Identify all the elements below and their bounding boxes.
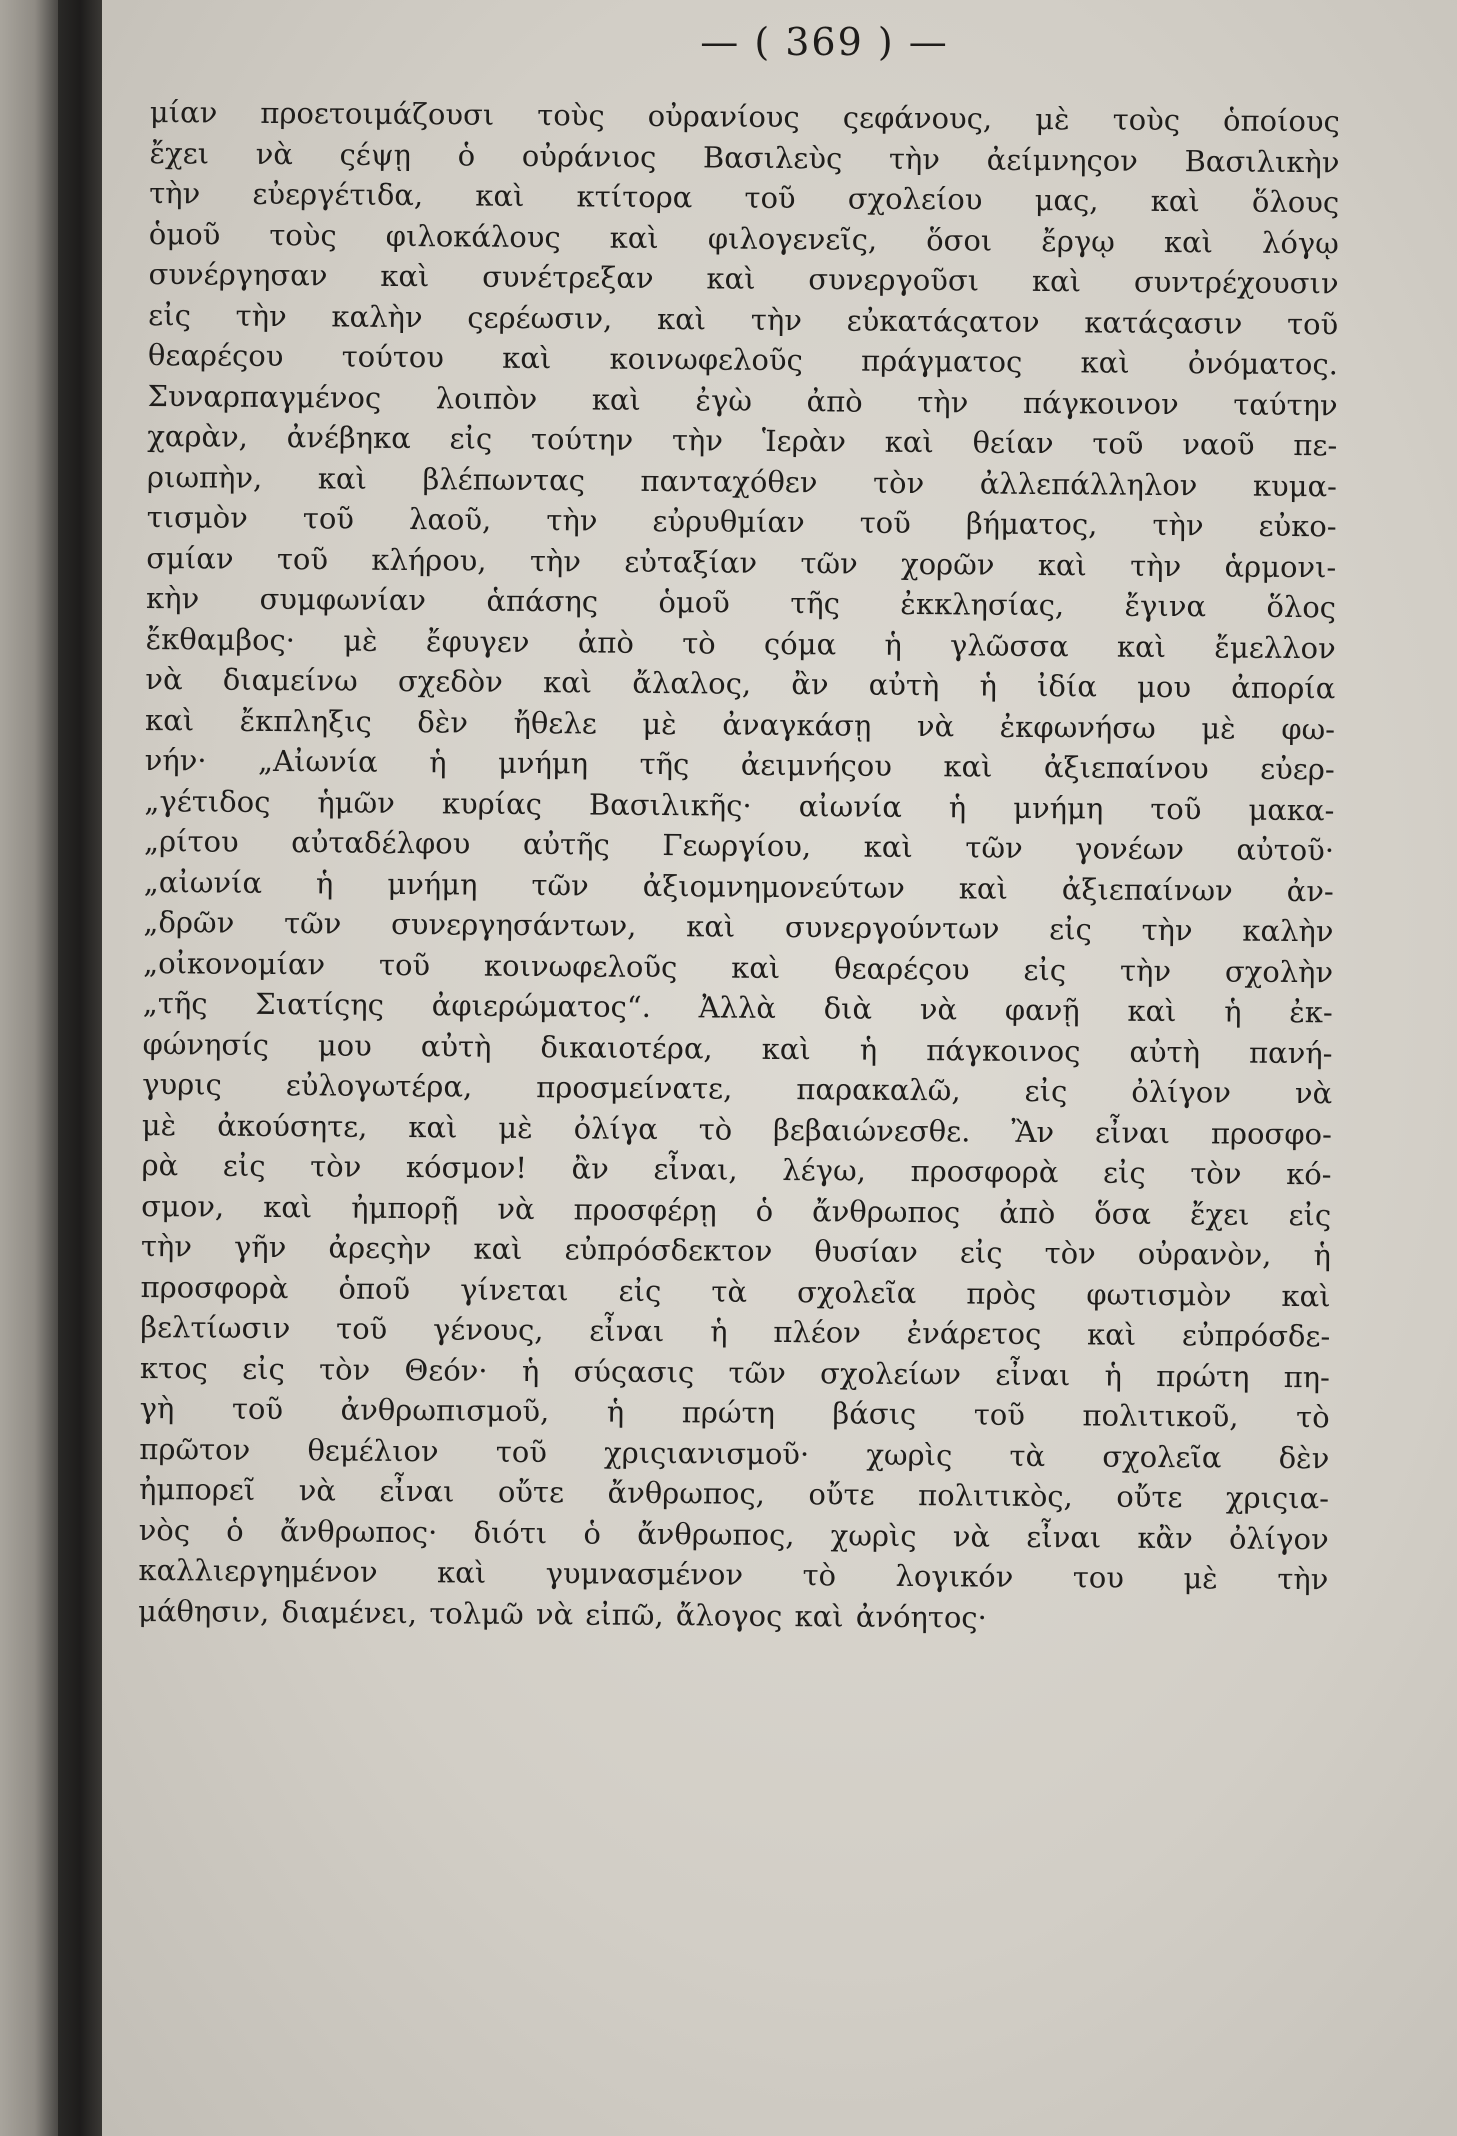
- page-header: [102, 20, 1457, 64]
- text-line: „τῆς Σιατίςης ἀφιερώματος“. Ἀλλὰ διὰ νὰ φανῇ καὶ ἡ ἐκ-: [142, 985, 1333, 1030]
- text-line: τισμὸν τοῦ λαοῦ, τὴν εὐρυθμίαν τοῦ βήματος, τὴν εὐκο-: [146, 499, 1337, 544]
- book-spine-shadow: [58, 0, 102, 2136]
- body-text: [138, 92, 1340, 1640]
- text-line: γὴ τοῦ ἀνθρωπισμοῦ, ἡ πρώτη βάσις τοῦ πολιτικοῦ, τὸ: [139, 1390, 1330, 1435]
- text-line: „δρῶν τῶν συνεργησάντων, καὶ συνεργούντων εἰς τὴν καλὴν: [143, 904, 1334, 949]
- text-line: κτος εἰς τὸν Θεόν· ἡ σύςασις τῶν σχολείων εἶναι ἡ πρώτη πη-: [139, 1350, 1331, 1394]
- text-line: μίαν προετοιμάζουσι τοὺς οὐρανίους ςεφάνους, μὲ τοὺς ὁποίους: [149, 94, 1340, 139]
- text-line: συνέργησαν καὶ συνέτρεξαν καὶ συνεργοῦσι καὶ συντρέχουσιν: [148, 256, 1339, 301]
- text-line: Συναρπαγμένος λοιπὸν καὶ ἐγὼ ἀπὸ τὴν πάγκοινον ταύτην: [147, 378, 1338, 422]
- text-line: σμίαν τοῦ κλήρου, τὴν εὐταξίαν τῶν χορῶν καὶ τὴν ἁρμονι-: [146, 540, 1337, 584]
- text-line: σμον, καὶ ἠμπορῇ νὰ προσφέρῃ ὁ ἄνθρωπος ἀπὸ ὅσα ἔχει εἰς: [141, 1188, 1332, 1232]
- text-line: ἔκθαμβος· μὲ ἔφυγεν ἀπὸ τὸ ςόμα ἡ γλῶσσα καὶ ἔμελλον: [145, 621, 1336, 665]
- book-page: [102, 0, 1457, 2136]
- text-line: γυρις εὐλογωτέρα, προσμείνατε, παρακαλῶ, εἰς ὀλίγον νὰ: [142, 1066, 1333, 1111]
- text-line: ὁμοῦ τοὺς φιλοκάλους καὶ φιλογενεῖς, ὅσοι ἔργῳ καὶ λόγῳ: [148, 216, 1339, 260]
- text-line: φώνησίς μου αὐτὴ δικαιοτέρα, καὶ ἡ πάγκοινος αὐτὴ πανή-: [142, 1026, 1333, 1070]
- text-line: νὸς ὁ ἄνθρωπος· διότι ὁ ἄνθρωπος, χωρὶς νὰ εἶναι κἂν ὀλίγον: [138, 1512, 1329, 1556]
- text-line: θεαρέςου τούτου καὶ κοινωφελοῦς πράγματος καὶ ὀνόματος.: [147, 337, 1339, 382]
- text-line: χαρὰν, ἀνέβηκα εἰς τούτην τὴν Ἱερὰν καὶ θείαν τοῦ ναοῦ πε-: [147, 418, 1338, 463]
- text-line: νὰ διαμείνω σχεδὸν καὶ ἄλαλος, ἂν αὐτὴ ἡ ἰδία μου ἀπορία: [145, 661, 1336, 706]
- text-line: „γέτιδος ἡμῶν κυρίας Βασιλικῆς· αἰωνία ἡ μνήμη τοῦ μακα-: [144, 783, 1335, 827]
- text-line: ἔχει νὰ ςέψῃ ὁ οὐράνιος Βασιλεὺς τὴν ἀείμνηςον Βασιλικὴν: [149, 135, 1340, 179]
- text-line: ρὰ εἰς τὸν κόσμον! ἂν εἶναι, λέγω, προσφορὰ εἰς τὸν κό-: [141, 1147, 1332, 1192]
- text-line: προσφορὰ ὁποῦ γίνεται εἰς τὰ σχολεῖα πρὸς φωτισμὸν καὶ: [140, 1269, 1331, 1313]
- text-line: τὴν γῆν ἀρεςὴν καὶ εὐπρόσδεκτον θυσίαν εἰς τὸν οὐρανὸν, ἡ: [140, 1228, 1332, 1273]
- text-line: „αἰωνία ἡ μνήμη τῶν ἀξιομνημονεύτων καὶ ἀξιεπαίνων ἀν-: [143, 864, 1334, 908]
- scan-gutter: [0, 0, 58, 2136]
- text-line: μάθησιν, διαμένει, τολμῶ νὰ εἰπῶ, ἄλογος καὶ ἀνόητος·: [137, 1593, 987, 1635]
- text-line: εἰς τὴν καλὴν ςερέωσιν, καὶ τὴν εὐκατάςατον κατάςασιν τοῦ: [148, 297, 1339, 341]
- page-number: — ( 369 ) —: [700, 20, 949, 64]
- text-line: ριωπὴν, καὶ βλέπωντας πανταχόθεν τὸν ἀλλεπάλληλον κυμα-: [146, 459, 1338, 503]
- text-line: „οἰκονομίαν τοῦ κοινωφελοῦς καὶ θεαρέςου εἰς τὴν σχολὴν: [143, 945, 1334, 989]
- text-line: καὶ ἔκπληξις δὲν ἤθελε μὲ ἀναγκάσῃ νὰ ἐκφωνήσω μὲ φω-: [144, 702, 1336, 746]
- text-line: μὲ ἀκούσητε, καὶ μὲ ὀλίγα τὸ βεβαιώνεσθε. Ἂν εἶναι προσφο-: [141, 1107, 1332, 1151]
- text-line: βελτίωσιν τοῦ γένους, εἶναι ἡ πλέον ἐνάρετος καὶ εὐπρόσδε-: [140, 1309, 1331, 1354]
- text-line: τὴν εὐεργέτιδα, καὶ κτίτορα τοῦ σχολείου μας, καὶ ὅλους: [149, 175, 1340, 220]
- text-line: „ρίτου αὐταδέλφου αὐτῆς Γεωργίου, καὶ τῶν γονέων αὐτοῦ·: [143, 823, 1335, 868]
- text-line: καλλιεργημένον καὶ γυμνασμένον τὸ λογικόν του μὲ τὴν: [138, 1552, 1329, 1597]
- text-line: ἠμπορεῖ νὰ εἶναι οὔτε ἄνθρωπος, οὔτε πολιτικὸς, οὔτε χριςια-: [138, 1471, 1330, 1516]
- text-line: κὴν συμφωνίαν ἁπάσης ὁμοῦ τῆς ἐκκλησίας, ἔγινα ὅλος: [145, 580, 1337, 625]
- text-line: πρῶτον θεμέλιον τοῦ χριςιανισμοῦ· χωρὶς τὰ σχολεῖα δὲν: [139, 1431, 1330, 1475]
- text-line: νήν· „Αἰωνία ἡ μνήμη τῆς ἀειμνήςου καὶ ἀξιεπαίνου εὐερ-: [144, 742, 1335, 787]
